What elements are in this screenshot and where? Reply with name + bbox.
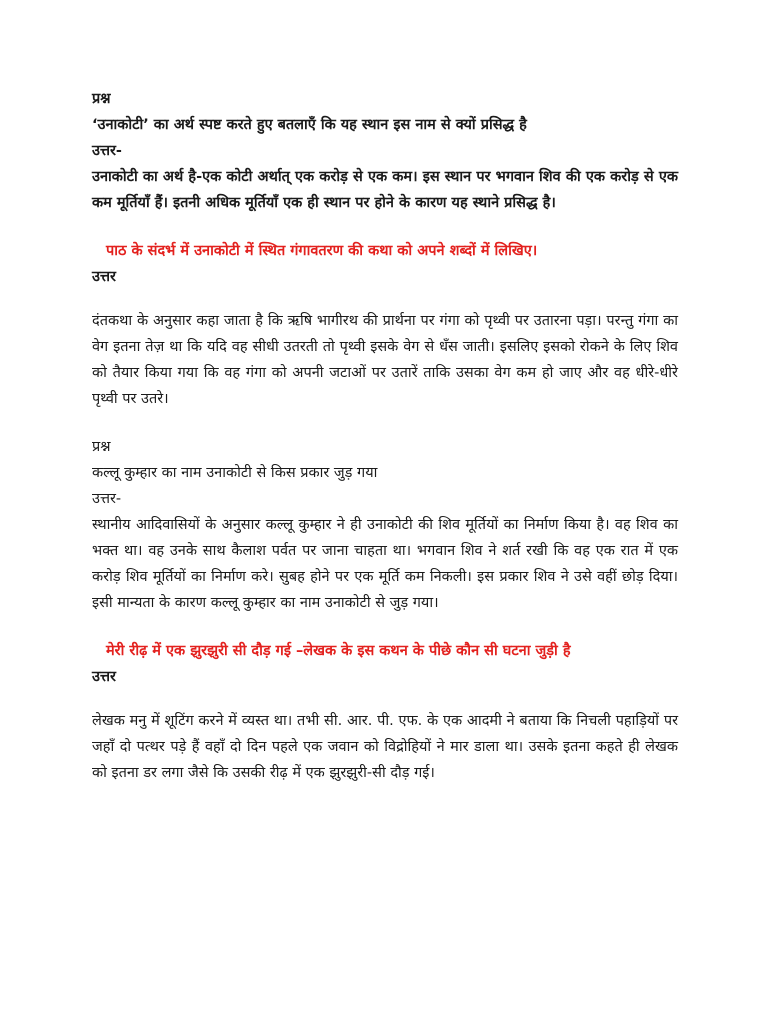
question-text-red: मेरी रीढ़ में एक झुरझुरी सी दौड़ गई –लेखक के इस कथन के पीछे कौन सी घटना जुड़ी है	[106, 643, 571, 659]
answer-text: उनाकोटी का अर्थ है-एक कोटी अर्थात् एक करोड़ से एक कम। इस स्थान पर भगवान शिव की एक करोड़ से एक कम मूर्तियाँ हैं। इतनी अधिक मूर्तियाँ एक ही स्थान पर होने के कारण यह स्थाने प्रसिद्ध है।	[92, 169, 678, 211]
question-label: प्रश्न	[92, 439, 111, 455]
answer-text: लेखक मनु में शूटिंग करने में व्यस्त था। तभी सी. आर. पी. एफ. के एक आदमी ने बताया कि निचली पहाड़ियों पर जहाँ दो पत्थर पड़े हैं वहाँ दो दिन पहले एक जवान को विद्रोहियों ने मार डाला था। उसके इतना कहते ही लेखक को इतना डर लगा जैसे कि उसकी रीढ़ में एक झुरझुरी-सी दौड़ गई।	[92, 713, 678, 781]
question-text-red: पाठ के संदर्भ में उनाकोटी में स्थित गंगावतरण की कथा को अपने शब्दों में लिखिए।	[106, 243, 538, 259]
question-text: कल्लू कुम्हार का नाम उनाकोटी से किस प्रकार जुड़ गया	[92, 465, 378, 481]
document-page	[92, 86, 678, 786]
question-label: प्रश्न	[92, 91, 111, 107]
answer-label: उत्तर-	[92, 491, 122, 507]
answer-label: उत्तर-	[92, 143, 122, 159]
answer-label: उत्तर	[92, 669, 116, 685]
answer-text: स्थानीय आदिवासियों के अनुसार कल्लू कुम्हार ने ही उनाकोटी की शिव मूर्तियों का निर्माण किया है। वह शिव का भक्त था। वह उनके साथ कैलाश पर्वत पर जाना चाहता था। भगवान शिव ने शर्त रखी कि वह एक रात में एक करोड़ शिव मूर्तियों का निर्माण करे। सुबह होने पर एक मूर्ति कम निकली। इस प्रकार शिव ने उसे वहीं छोड़ दिया। इसी मान्यता के कारण कल्लू कुम्हार का नाम उनाकोटी से जुड़ गया।	[92, 517, 678, 611]
question-text: ‘उनाकोटी’ का अर्थ स्पष्ट करते हुए बतलाएँ कि यह स्थान इस नाम से क्यों प्रसिद्ध है	[92, 117, 527, 133]
answer-label: उत्तर	[92, 269, 116, 285]
answer-text: दंतकथा के अनुसार कहा जाता है कि ऋषि भागीरथ की प्रार्थना पर गंगा को पृथ्वी पर उतारना पड़ा। परन्तु गंगा का वेग इतना तेज़ था कि यदि वह सीधी उतरती तो पृथ्वी इसके वेग से धँस जाती। इसलिए इसको रोकने के लिए शिव को तैयार किया गया कि वह गंगा को अपनी जटाओं पर उतारें ताकि उसका वेग कम हो जाए और वह धीरे-धीरे पृथ्वी पर उतरे।	[92, 313, 678, 407]
